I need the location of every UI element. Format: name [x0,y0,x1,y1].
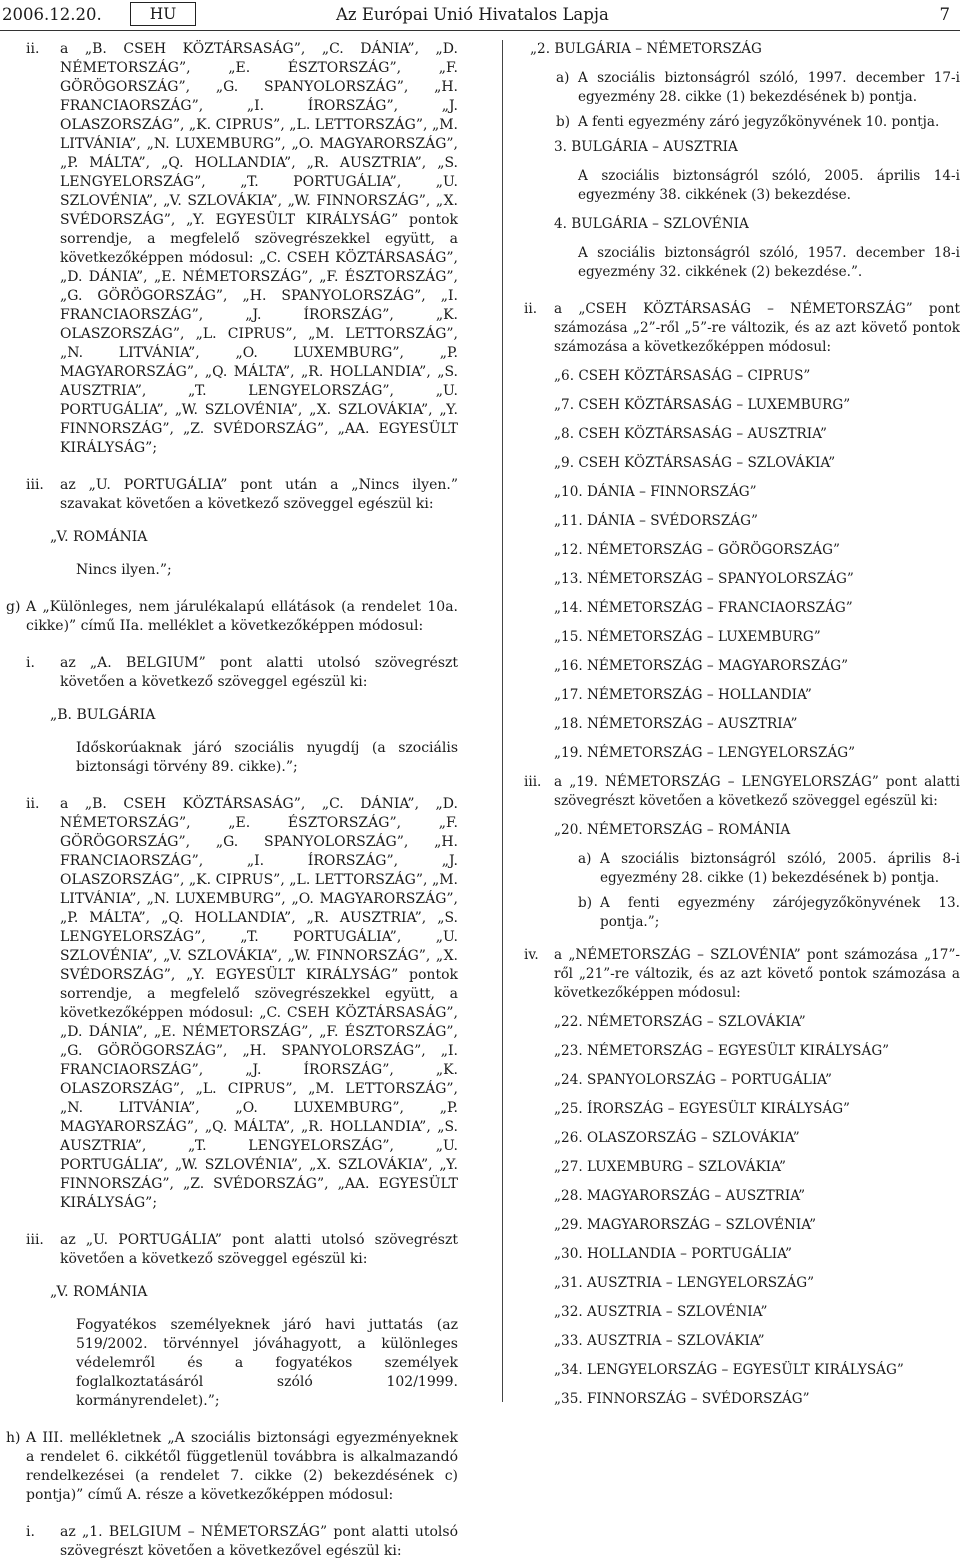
item-text: a „B. CSEH KÖZTÁRSASÁG”, „C. DÁNIA”, „D. NÉMETORSZÁG”, „E. ÉSZTORSZÁG”, „F. GÖRÖGORSZÁG”, „G. SPANYOLORSZÁG”, „H. FRANCIAORSZÁG”, „I. ÍRORSZÁG”, „J. OLASZORSZÁG”, „K. CIPRUS”, „L. LETTORSZÁG”, „M. LITVÁNIA”, „N. LUXEMBURG”, „O. MAGYARORSZÁG”, „P. MÁLTA”, „Q. HOLLANDIA”, „R. AUSZTRIA”, „S. LENGYELORSZÁG”, „T. PORTUGÁLIA”, „U. SZLOVÉNIA”, „V. SZLOVÁKIA”, „W. FINNORSZÁG”, „X. SVÉDORSZÁG”, „Y. EGYESÜLT KIRÁLYSÁG” pontok sorrendje, a megfelelő szövegrészekkel együtt, a következőképpen módosul: „C. CSEH KÖZTÁRSASÁG”, „D. DÁNIA”, „E. NÉMETORSZÁG”, „F. ÉSZTORSZÁG”, „G. GÖRÖGORSZÁG”, „H. SPANYOLORSZÁG”, „I. FRANCIAORSZÁG”, „J. ÍRORSZÁG”, „K. OLASZORSZÁG”, „L. CIPRUS”, „M. LETTORSZÁG”, „N. LITVÁNIA”, „O. LUXEMBURG”, „P. MAGYARORSZÁG”, „Q. MÁLTA”, „R. HOLLANDIA”, „S. AUSZTRIA”, „T. LENGYELORSZÁG”, „U. PORTUGÁLIA”, „W. SZLOVÉNIA”, „X. SZLOVÁKIA”, „Y. FINNORSZÁG”, „Z. SVÉDORSZÁG”, „AA. EGYESÜLT KIRÁLYSÁG”; [60,796,458,1211]
right-item-iii [524,773,960,811]
heading-bulgaria-ausztria: 3. BULGÁRIA – AUSZTRIA [554,139,738,155]
list-item: „11. DÁNIA – SVÉDORSZÁG” [554,513,758,529]
item-label: h) [6,1430,21,1446]
left-item-iii-2 [6,1231,458,1269]
heading-nemetorszag-romania: „20. NÉMETORSZÁG – ROMÁNIA [554,822,791,838]
column-divider [502,40,503,1402]
list-item: „29. MAGYARORSZÁG – SZLOVÉNIA” [554,1217,817,1233]
list-item: „23. NÉMETORSZÁG – EGYESÜLT KIRÁLYSÁG” [554,1043,890,1059]
item-text: az „1. BELGIUM – NÉMETORSZÁG” pont alatti utolsó szövegrészt követően a következővel egészül ki: [60,1524,458,1559]
list-item: „14. NÉMETORSZÁG – FRANCIAORSZÁG” [554,600,853,616]
item-text: az „A. BELGIUM” pont alatti utolsó szövegrészt követően a következő szöveggel egészül ki: [60,655,458,690]
item-label: g) [6,599,21,615]
item-label: iii. [26,477,44,493]
item-label: ii. [524,301,538,317]
item-text: az „U. PORTUGÁLIA” pont után a „Nincs ilyen.” szavakat követően a következő szöveggel egészül ki: [60,477,458,512]
list-item: „9. CSEH KÖZTÁRSASÁG – SZLOVÁKIA” [554,455,836,471]
item-label: ii. [26,796,40,812]
item-label: b) [556,114,571,130]
publication-date: 2006.12.20. [2,5,102,24]
right-item-20b [524,894,960,932]
text-bulgaria-ausztria: A szociális biztonságról szóló, 2005. április 14-i egyezmény 38. cikkének (3) bekezdése. [578,168,960,203]
item-text: az „U. PORTUGÁLIA” pont alatti utolsó szövegrészt követően a következő szöveggel egészül ki: [60,1232,458,1267]
list-item: „27. LUXEMBURG – SZLOVÁKIA” [554,1159,786,1175]
item-label: ii. [26,41,40,57]
list-item: „24. SPANYOLORSZÁG – PORTUGÁLIA” [554,1072,832,1088]
list-item: „7. CSEH KÖZTÁRSASÁG – LUXEMBURG” [554,397,851,413]
item-label: i. [26,1524,35,1540]
left-item-h [6,1429,458,1505]
quote-nincs-ilyen: Nincs ilyen.”; [76,562,172,578]
quote-bulgaria-text: Időskorúaknak járó szociális nyugdíj (a szociális biztonsági törvény 89. cikke).”; [76,740,458,775]
page-header [0,0,960,30]
list-item: „12. NÉMETORSZÁG – GÖRÖGORSZÁG” [554,542,840,558]
list-item: „28. MAGYARORSZÁG – AUSZTRIA” [554,1188,806,1204]
list-item: „19. NÉMETORSZÁG – LENGYELORSZÁG” [554,745,856,761]
item-text: A szociális biztonságról szóló, 2005. április 8-i egyezmény 28. cikke (1) bekezdésének b) pontja. [600,851,960,886]
list-item: „26. OLASZORSZÁG – SZLOVÁKIA” [554,1130,800,1146]
item-text: a „B. CSEH KÖZTÁRSASÁG”, „C. DÁNIA”, „D. NÉMETORSZÁG”, „E. ÉSZTORSZÁG”, „F. GÖRÖGORSZÁG”, „G. SPANYOLORSZÁG”, „H. FRANCIAORSZÁG”, „I. ÍRORSZÁG”, „J. OLASZORSZÁG”, „K. CIPRUS”, „L. LETTORSZÁG”, „M. LITVÁNIA”, „N. LUXEMBURG”, „O. MAGYARORSZÁG”, „P. MÁLTA”, „Q. HOLLANDIA”, „R. AUSZTRIA”, „S. LENGYELORSZÁG”, „T. PORTUGÁLIA”, „U. SZLOVÉNIA”, „V. SZLOVÁKIA”, „W. FINNORSZÁG”, „X. SVÉDORSZÁG”, „Y. EGYESÜLT KIRÁLYSÁG” pontok sorrendje, a megfelelő szövegrészekkel együtt, a következőképpen módosul: „C. CSEH KÖZTÁRSASÁG”, „D. DÁNIA”, „E. NÉMETORSZÁG”, „F. ÉSZTORSZÁG”, „G. GÖRÖGORSZÁG”, „H. SPANYOLORSZÁG”, „I. FRANCIAORSZÁG”, „J. ÍRORSZÁG”, „K. OLASZORSZÁG”, „L. CIPRUS”, „M. LETTORSZÁG”, „N. LITVÁNIA”, „O. LUXEMBURG”, „P. MAGYARORSZÁG”, „Q. MÁLTA”, „R. HOLLANDIA”, „S. AUSZTRIA”, „T. LENGYELORSZÁG”, „U. PORTUGÁLIA”, „W. SZLOVÉNIA”, „X. SZLOVÁKIA”, „Y. FINNORSZÁG”, „Z. SVÉDORSZÁG”, „AA. EGYESÜLT KIRÁLYSÁG”; [60,41,458,456]
left-item-iii-1 [6,476,458,514]
item-label: a) [578,851,592,867]
item-text: A fenti egyezmény záró jegyzőkönyvének 10. pontja. [578,114,940,130]
item-label: iii. [524,774,542,790]
right-item-2a [524,69,960,107]
item-label: iv. [524,947,539,963]
renumbered-list-1 [524,367,960,763]
list-item: „18. NÉMETORSZÁG – AUSZTRIA” [554,716,798,732]
left-item-ii-1 [6,40,458,458]
right-column [524,40,960,1419]
language-badge: HU [130,2,196,26]
item-label: i. [26,655,35,671]
heading-bulgaria-szlovenia: 4. BULGÁRIA – SZLOVÉNIA [554,216,749,232]
item-label: b) [578,895,593,911]
left-item-ii-2 [6,795,458,1213]
right-item-2b [524,113,960,132]
list-item: „34. LENGYELORSZÁG – EGYESÜLT KIRÁLYSÁG” [554,1362,904,1378]
left-item-i-h [6,1523,458,1561]
list-item: „15. NÉMETORSZÁG – LUXEMBURG” [554,629,821,645]
item-text: A III. mellékletnek „A szociális biztonsági egyezményeknek a rendelet 6. cikkétől függetlenül továbbra is alkalmazandó rendelkezései (a rendelet 7. cikke (2) bekezdésének c) pontja)” című A. része a következőképpen módosul: [26,1430,458,1503]
list-item: „30. HOLLANDIA – PORTUGÁLIA” [554,1246,792,1262]
heading-bulgaria-nemetorszag: „2. BULGÁRIA – NÉMETORSZÁG [530,41,762,57]
list-item: „25. ÍRORSZÁG – EGYESÜLT KIRÁLYSÁG” [554,1101,851,1117]
quote-romania-text-2: Fogyatékos személyeknek járó havi juttatás (az 519/2002. törvénnyel jóváhagyott, a különleges védelemről és a fogyatékos személyek foglalkoztatásáról szóló 102/1999. kormányrendelet).”; [76,1317,458,1409]
quote-romania-heading-2: „V. ROMÁNIA [50,1284,148,1300]
item-label: iii. [26,1232,44,1248]
item-text: A szociális biztonságról szóló, 1997. december 17-i egyezmény 28. cikke (1) bekezdésének b) pontja. [578,70,960,105]
list-item: „17. NÉMETORSZÁG – HOLLANDIA” [554,687,812,703]
renumbered-list-2 [524,1013,960,1409]
left-item-i-g [6,654,458,692]
list-item: „35. FINNORSZÁG – SVÉDORSZÁG” [554,1391,810,1407]
item-label: a) [556,70,570,86]
right-item-iv [524,946,960,1003]
item-text: A „Különleges, nem járulékalapú ellátások (a rendelet 10a. cikke)” című IIa. melléklet a következőképpen módosul: [26,599,458,634]
left-item-g [6,598,458,636]
list-item: „33. AUSZTRIA – SZLOVÁKIA” [554,1333,765,1349]
item-text: a „19. NÉMETORSZÁG – LENGYELORSZÁG” pont alatti szövegrészt követően a következő szöveggel egészül ki: [554,774,960,809]
list-item: „16. NÉMETORSZÁG – MAGYARORSZÁG” [554,658,849,674]
journal-title: Az Európai Unió Hivatalos Lapja [336,5,609,24]
list-item: „13. NÉMETORSZÁG – SPANYOLORSZÁG” [554,571,854,587]
text-bulgaria-szlovenia: A szociális biztonságról szóló, 1957. december 18-i egyezmény 32. cikkének (2) bekezdése.”. [578,245,960,280]
list-item: „31. AUSZTRIA – LENGYELORSZÁG” [554,1275,815,1291]
list-item: „22. NÉMETORSZÁG – SZLOVÁKIA” [554,1014,806,1030]
item-text: A fenti egyezmény zárójegyzőkönyvének 13. pontja.”; [600,895,960,930]
right-item-ii [524,300,960,357]
list-item: „6. CSEH KÖZTÁRSASÁG – CIPRUS” [554,368,811,384]
quote-romania-heading: „V. ROMÁNIA [50,529,148,545]
item-text: a „CSEH KÖZTÁRSASÁG – NÉMETORSZÁG” pont számozása „2”-ről „5”-re változik, és az azt követő pontok számozása a következőképpen módosul: [554,301,960,355]
page-number: 7 [939,5,950,24]
quote-bulgaria-heading: „B. BULGÁRIA [50,707,156,723]
list-item: „10. DÁNIA – FINNORSZÁG” [554,484,757,500]
header-divider [0,30,960,31]
right-item-20a [524,850,960,888]
item-text: a „NÉMETORSZÁG – SZLOVÉNIA” pont számozása „17”-ről „21”-re változik, és az azt követő pontok számozása a következőképpen módosul: [554,947,960,1001]
left-column [6,40,458,1561]
list-item: „8. CSEH KÖZTÁRSASÁG – AUSZTRIA” [554,426,827,442]
list-item: „32. AUSZTRIA – SZLOVÉNIA” [554,1304,768,1320]
